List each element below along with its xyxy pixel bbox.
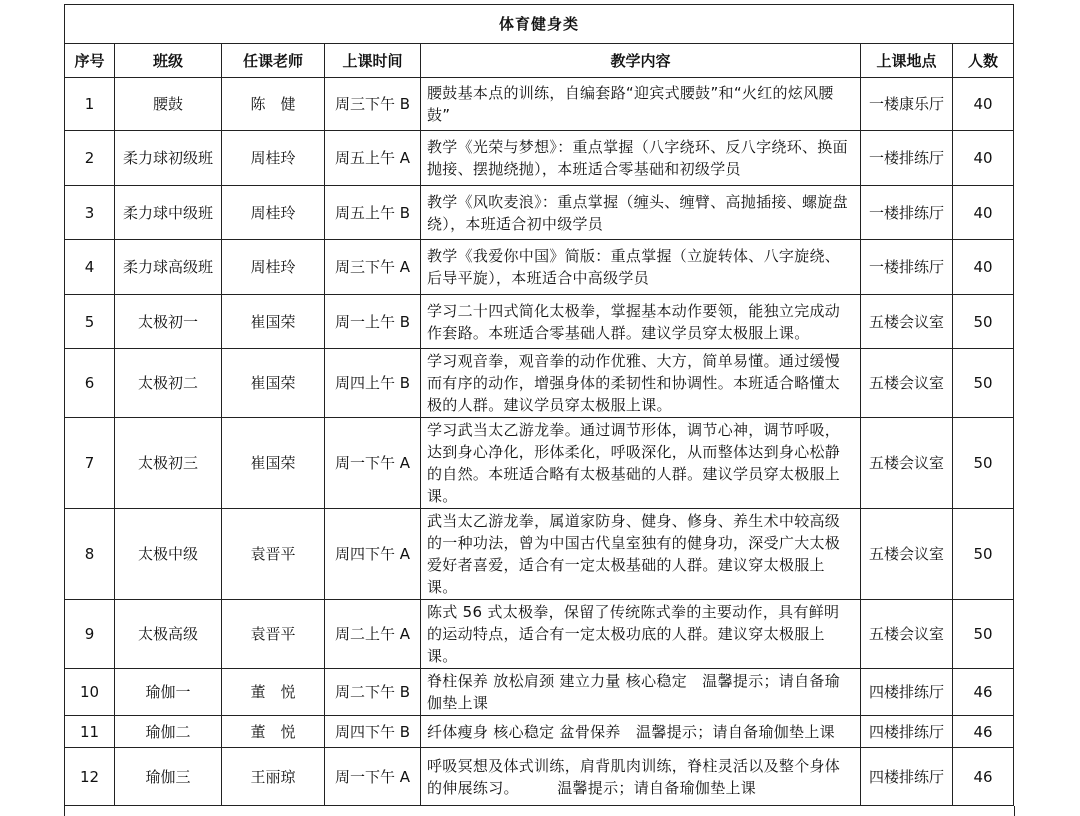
row-time: 周四下午 B — [325, 716, 421, 748]
row-time: 周五上午 A — [325, 131, 421, 186]
row-content: 呼吸冥想及体式训练，肩背肌肉训练，脊柱灵活以及整个身体的伸展练习。 温馨提示；请自备瑜伽垫上课 — [421, 748, 861, 806]
course-table — [64, 4, 1014, 806]
row-place: 四楼排练厅 — [861, 669, 953, 716]
row-place: 五楼会议室 — [861, 418, 953, 509]
title-row — [65, 5, 1014, 44]
row-class: 太极初二 — [115, 349, 222, 418]
row-class: 柔力球中级班 — [115, 186, 222, 240]
row-content: 脊柱保养 放松肩颈 建立力量 核心稳定 温馨提示；请自备瑜伽垫上课 — [421, 669, 861, 716]
row-class: 腰鼓 — [115, 78, 222, 131]
row-teacher: 崔国荣 — [222, 418, 325, 509]
row-content: 学习武当太乙游龙拳。通过调节形体，调节心神，调节呼吸，达到身心净化，形体柔化，呼吸深化，从而整体达到身心松静的自然。本班适合略有太极基础的人群。建议学员穿太极服上课。 — [421, 418, 861, 509]
table-row — [65, 418, 1014, 509]
row-class: 瑜伽一 — [115, 669, 222, 716]
row-count: 40 — [953, 240, 1014, 295]
row-number: 1 — [65, 78, 115, 131]
row-class: 太极初三 — [115, 418, 222, 509]
table-row — [65, 748, 1014, 806]
table-row — [65, 295, 1014, 349]
table-row — [65, 600, 1014, 669]
row-place: 四楼排练厅 — [861, 748, 953, 806]
row-teacher: 董 悦 — [222, 716, 325, 748]
table-row — [65, 78, 1014, 131]
row-teacher: 周桂玲 — [222, 186, 325, 240]
row-teacher: 周桂玲 — [222, 131, 325, 186]
table-row — [65, 716, 1014, 748]
row-content: 武当太乙游龙拳，属道家防身、健身、修身、养生术中较高级的一种功法，曾为中国古代皇室独有的健身功，深受广大太极爱好者喜爱，适合有一定太极基础的人群。建议穿太极服上课。 — [421, 509, 861, 600]
table-row — [65, 349, 1014, 418]
table-row — [65, 186, 1014, 240]
row-class: 瑜伽三 — [115, 748, 222, 806]
row-place: 一楼康乐厅 — [861, 78, 953, 131]
row-teacher: 周桂玲 — [222, 240, 325, 295]
row-content: 教学《风吹麦浪》：重点掌握（缠头、缠臂、高抛插接、螺旋盘绕），本班适合初中级学员 — [421, 186, 861, 240]
row-class: 太极高级 — [115, 600, 222, 669]
row-class: 太极中级 — [115, 509, 222, 600]
row-count: 40 — [953, 186, 1014, 240]
row-content: 陈式 56 式太极拳，保留了传统陈式拳的主要动作，具有鲜明的运动特点，适合有一定太极功底的人群。建议穿太极服上课。 — [421, 600, 861, 669]
row-count: 50 — [953, 349, 1014, 418]
row-teacher: 崔国荣 — [222, 295, 325, 349]
row-count: 50 — [953, 600, 1014, 669]
row-time: 周一下午 A — [325, 418, 421, 509]
row-number: 3 — [65, 186, 115, 240]
row-number: 10 — [65, 669, 115, 716]
header-count: 人数 — [953, 44, 1014, 78]
header-no: 序号 — [65, 44, 115, 78]
course-schedule-sheet — [64, 4, 1013, 806]
row-count: 46 — [953, 669, 1014, 716]
row-number: 7 — [65, 418, 115, 509]
row-count: 46 — [953, 716, 1014, 748]
row-count: 50 — [953, 509, 1014, 600]
row-number: 11 — [65, 716, 115, 748]
row-time: 周四上午 B — [325, 349, 421, 418]
row-number: 12 — [65, 748, 115, 806]
row-class: 柔力球初级班 — [115, 131, 222, 186]
table-row — [65, 509, 1014, 600]
row-time: 周二上午 A — [325, 600, 421, 669]
header-row — [65, 44, 1014, 78]
row-place: 一楼排练厅 — [861, 240, 953, 295]
table-row — [65, 131, 1014, 186]
row-content: 腰鼓基本点的训练，自编套路“迎宾式腰鼓”和“火红的炫风腰鼓” — [421, 78, 861, 131]
header-place: 上课地点 — [861, 44, 953, 78]
row-count: 50 — [953, 418, 1014, 509]
table-body — [65, 78, 1014, 806]
row-time: 周三下午 B — [325, 78, 421, 131]
row-time: 周一下午 A — [325, 748, 421, 806]
row-count: 50 — [953, 295, 1014, 349]
header-content: 教学内容 — [421, 44, 861, 78]
row-teacher: 董 悦 — [222, 669, 325, 716]
table-title: 体育健身类 — [65, 5, 1014, 44]
row-number: 6 — [65, 349, 115, 418]
row-time: 周五上午 B — [325, 186, 421, 240]
row-number: 2 — [65, 131, 115, 186]
row-place: 五楼会议室 — [861, 295, 953, 349]
row-number: 8 — [65, 509, 115, 600]
row-teacher: 袁晋平 — [222, 600, 325, 669]
row-class: 柔力球高级班 — [115, 240, 222, 295]
header-class: 班级 — [115, 44, 222, 78]
row-place: 五楼会议室 — [861, 349, 953, 418]
row-number: 9 — [65, 600, 115, 669]
row-content: 纤体瘦身 核心稳定 盆骨保养 温馨提示；请自备瑜伽垫上课 — [421, 716, 861, 748]
row-time: 周三下午 A — [325, 240, 421, 295]
row-class: 瑜伽二 — [115, 716, 222, 748]
row-teacher: 崔国荣 — [222, 349, 325, 418]
row-count: 40 — [953, 78, 1014, 131]
row-teacher: 王丽琼 — [222, 748, 325, 806]
row-teacher: 袁晋平 — [222, 509, 325, 600]
row-class: 太极初一 — [115, 295, 222, 349]
row-content: 学习二十四式简化太极拳，掌握基本动作要领，能独立完成动作套路。本班适合零基础人群。建议学员穿太极服上课。 — [421, 295, 861, 349]
header-time: 上课时间 — [325, 44, 421, 78]
row-place: 五楼会议室 — [861, 600, 953, 669]
row-content: 教学《我爱你中国》简版：重点掌握（立旋转体、八字旋绕、后导平旋），本班适合中高级学员 — [421, 240, 861, 295]
row-place: 五楼会议室 — [861, 509, 953, 600]
row-time: 周四下午 A — [325, 509, 421, 600]
row-content: 学习观音拳，观音拳的动作优雅、大方，简单易懂。通过缓慢而有序的动作，增强身体的柔韧性和协调性。本班适合略懂太极的人群。建议学员穿太极服上课。 — [421, 349, 861, 418]
row-number: 5 — [65, 295, 115, 349]
row-count: 46 — [953, 748, 1014, 806]
header-teacher: 任课老师 — [222, 44, 325, 78]
next-row-edge — [64, 806, 1015, 816]
table-row — [65, 240, 1014, 295]
row-number: 4 — [65, 240, 115, 295]
row-time: 周二下午 B — [325, 669, 421, 716]
row-place: 一楼排练厅 — [861, 186, 953, 240]
row-content: 教学《光荣与梦想》：重点掌握（八字绕环、反八字绕环、换面抛接、摆抛绕抛），本班适合零基础和初级学员 — [421, 131, 861, 186]
row-teacher: 陈 健 — [222, 78, 325, 131]
row-count: 40 — [953, 131, 1014, 186]
row-place: 一楼排练厅 — [861, 131, 953, 186]
table-row — [65, 669, 1014, 716]
row-time: 周一上午 B — [325, 295, 421, 349]
row-place: 四楼排练厅 — [861, 716, 953, 748]
